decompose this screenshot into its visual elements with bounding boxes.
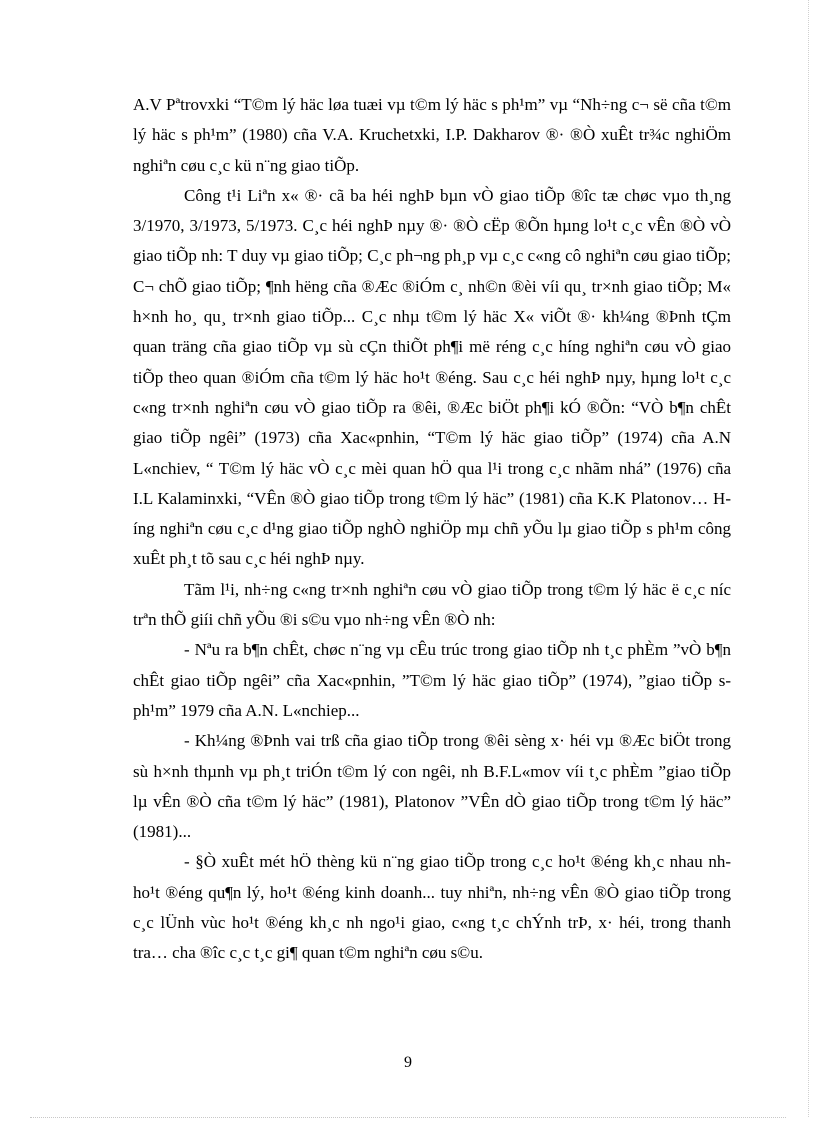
page-bottom-divider: [30, 1117, 786, 1118]
paragraph-2: Công t¹i Liªn x« ®· cã ba héi nghÞ bµn vÒ giao tiÕp ®îc tæ chøc vµo th¸ng 3/1970, 3/1973, 5/1973. C¸c héi nghÞ nµy ®· ®Ò cËp ®Õn hµng lo¹t c¸c vÊn ®Ò vÒ giao tiÕp nh: T duy vµ giao tiÕp; C¸c ph¬ng ph¸p vµ c¸c c«ng cô nghiªn cøu giao tiÕp; C¬ chÕ giao tiÕp; ¶nh hëng cña ®Æc ®iÓm c¸ nh©n ®èi víi qu¸ tr×nh giao tiÕp; M« h×nh ho¸ qu¸ tr×nh giao tiÕp... C¸c nhµ t©m lý häc X« viÕt ®· kh¼ng ®Þnh tÇm quan träng cña giao tiÕp vµ sù cÇn thiÕt ph¶i më réng c¸c híng nghiªn cøu vÒ giao tiÕp theo quan ®iÓm cña t©m lý häc ho¹t ®éng. Sau c¸c héi nghÞ nµy, hµng lo¹t c¸c c«ng tr×nh nghiªn cøu vÒ giao tiÕp ra ®êi, ®Æc biÖt ph¶i kÓ ®Õn: “VÒ b¶n chÊt giao tiÕp ngêi” (1973) cña Xac«pnhin, “T©m lý häc giao tiÕp” (1974) cña A.N L«nchiev, “ T©m lý häc vÒ c¸c mèi quan hÖ qua l¹i trong c¸c nhãm nhá” (1976) cña I.L Kalaminxki, “VÊn ®Ò giao tiÕp trong t©m lý häc” (1981) cña K.K Platonov… Híng nghiªn cøu c¸c d¹ng giao tiÕp nghÒ nghiÖp mµ chñ yÕu lµ giao tiÕp s ph¹m công xuÊt ph¸t tõ sau c¸c héi nghÞ nµy.: [133, 185, 731, 569]
page-number: 9: [404, 1054, 412, 1071]
bullet-item-1: - Nªu ra b¶n chÊt, chøc n¨ng vµ cÊu trúc trong giao tiÕp nh t¸c phÈm ”vÒ b¶n chÊt giao tiÕp ngêi” cña Xac«pnhin, ”T©m lý häc giao tiÕp” (1974), ”giao tiÕp s ph¹m” 1979 cña A.N. L«nchiep...: [133, 640, 731, 720]
bullet-item-3: - §Ò xuÊt mét hÖ thèng kü n¨ng giao tiÕp trong c¸c ho¹t ®éng kh¸c nhau nh ho¹t ®éng qu¶n lý, ho¹t ®éng kinh doanh... tuy nhiªn, nh÷ng vÊn ®Ò giao tiÕp trong c¸c lÜnh vùc ho¹t ®éng kh¸c nh ngo¹i giao, c«ng t¸c chÝnh trÞ, x· héi, trong thanh tra… cha ®îc c¸c t¸c gi¶ quan t©m nghiªn cøu s©u.: [133, 852, 731, 963]
paragraph-1: A.V Pªtrovxki “T©m lý häc løa tuæi vµ t©m lý häc s ph¹m” vµ “Nh÷ng c¬ së cña t©m lý häc s ph¹m” (1980) cña V.A. Kruchetxki, I.P. Dakharov ®· ®Ò xuÊt tr¾c nghiÖm nghiªn cøu c¸c kü n¨ng giao tiÕp.: [133, 95, 731, 175]
paragraph-3: Tãm l¹i, nh÷ng c«ng tr×nh nghiªn cøu vÒ giao tiÕp trong t©m lý häc ë c¸c níc trªn thÕ giíi chñ yÕu ®i s©u vµo nh÷ng vÊn ®Ò nh:: [133, 579, 731, 630]
body-text: [133, 90, 731, 969]
page-right-divider: [808, 0, 809, 1117]
bullet-item-2: - Kh¼ng ®Þnh vai trß cña giao tiÕp trong ®êi sèng x· héi vµ ®Æc biÖt trong sù h×nh thµnh vµ ph¸t triÓn t©m lý con ngêi, nh B.F.L«mov víi t¸c phÈm ”giao tiÕp lµ vÊn ®Ò cña t©m lý häc” (1981), Platonov ”VÊn dÒ giao tiÕp trong t©m lý häc” (1981)...: [133, 731, 731, 842]
